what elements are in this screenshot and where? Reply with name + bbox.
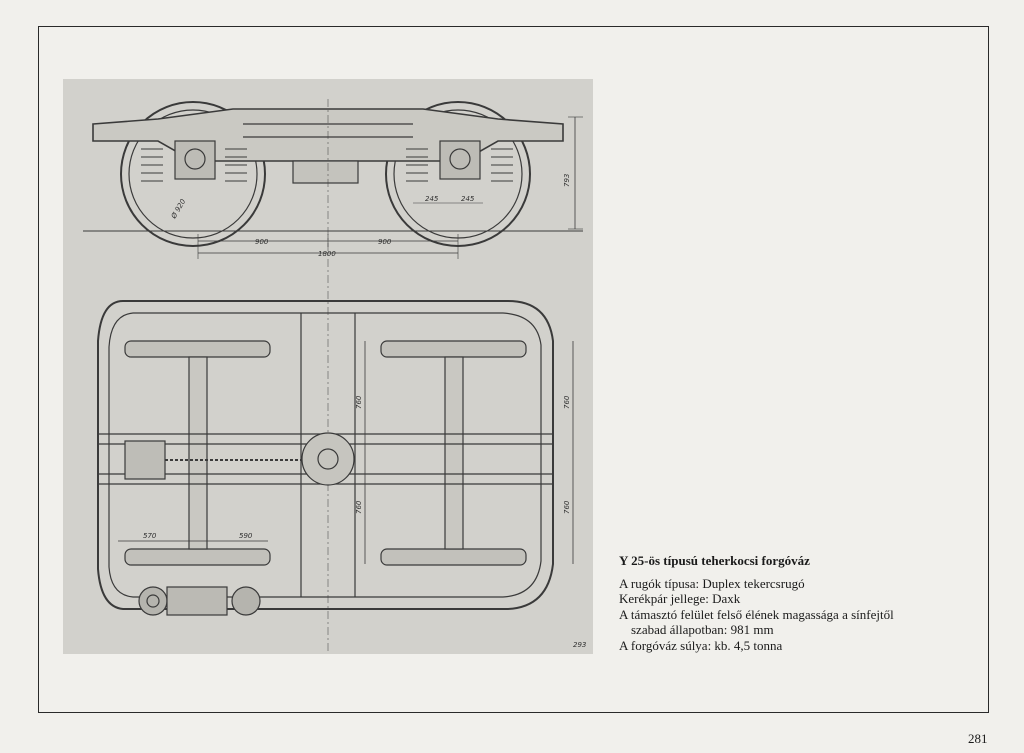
caption-title: Y 25-ös típusú teherkocsi forgóváz (619, 553, 810, 568)
page-number: 281 (968, 731, 988, 746)
dim-label: 900 (378, 238, 392, 246)
bogie-drawing-svg (63, 79, 593, 654)
dim-label: 793 (563, 173, 571, 187)
side-view (83, 99, 583, 654)
dim-label: 760 (355, 395, 363, 409)
dim-label: 760 (563, 395, 571, 409)
caption-line: szabad állapotban: 981 mm (631, 622, 774, 637)
dim-label: 1800 (318, 250, 336, 258)
dim-label: 245 (461, 195, 475, 203)
plan-view (98, 301, 573, 615)
sheet-number: 293 (573, 641, 587, 649)
dim-label: 760 (563, 500, 571, 514)
figure-caption (619, 553, 979, 653)
dim-label: 760 (355, 500, 363, 514)
caption-line: A forgóváz súlya: kb. 4,5 tonna (619, 637, 783, 653)
caption-line: A rugók típusa: Duplex tekercsrugó (619, 575, 805, 591)
dim-label: 900 (255, 238, 269, 246)
dim-label: Ø 920 (169, 197, 188, 220)
dim-label: 590 (239, 532, 253, 540)
caption-line: Kerékpár jellege: Daxk (619, 591, 741, 606)
technical-drawing (63, 79, 593, 654)
caption-line: A támasztó felület felső élének magassága a sínfejtől (619, 606, 894, 622)
dim-label: 245 (425, 195, 439, 203)
dim-label: 570 (143, 532, 157, 540)
